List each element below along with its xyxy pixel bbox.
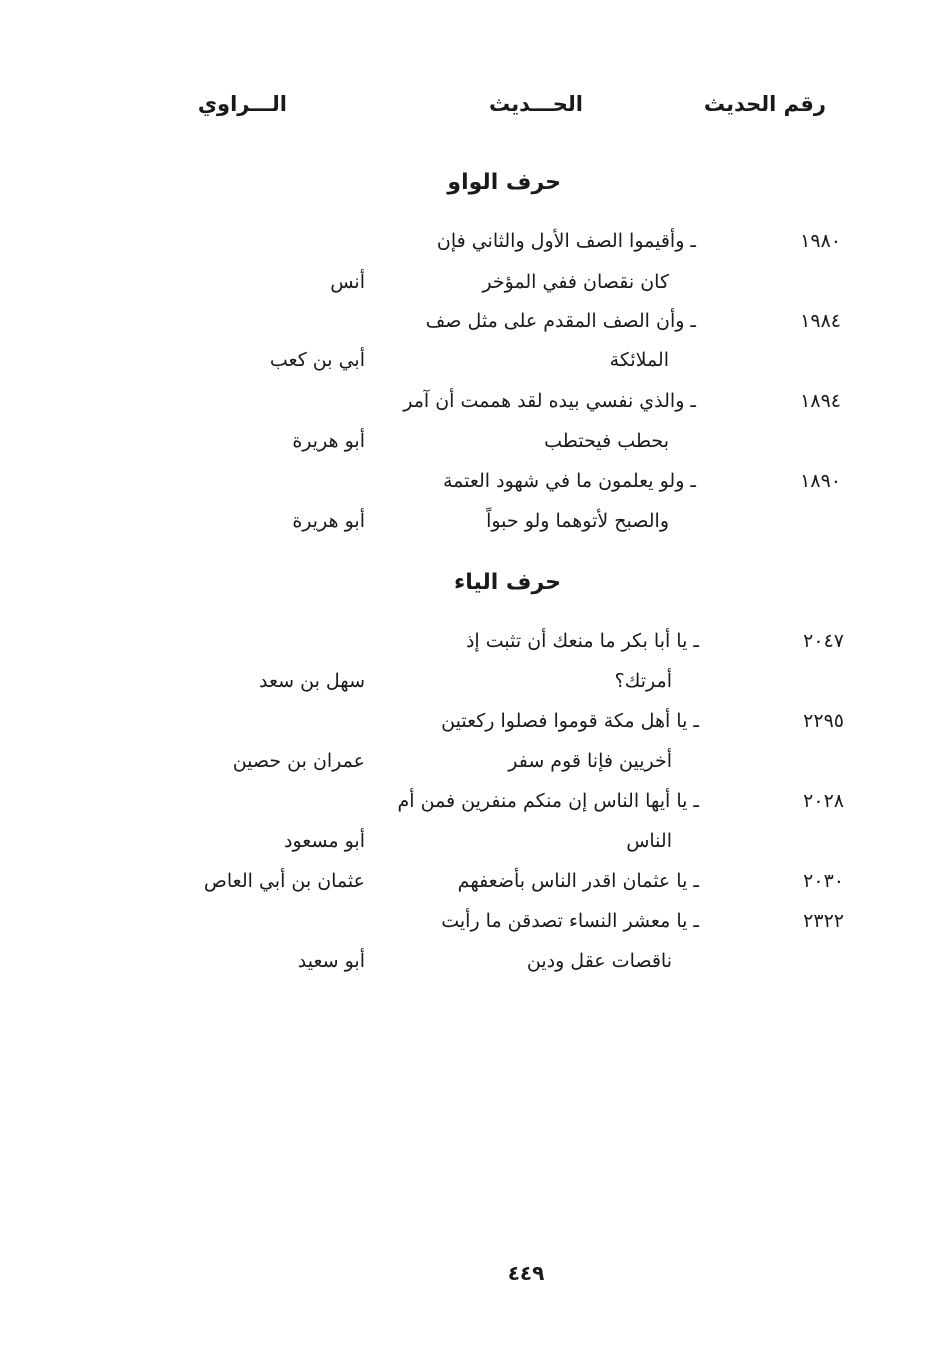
hadith-text-line1: ـ وأن الصف المقدم على مثل صف [425, 310, 696, 332]
hadith-text-line1: ـ يا أبا بكر ما منعك أن تثبت إذ [465, 630, 699, 652]
narrator: سهل بن سعد [259, 670, 365, 692]
hadith-number: ٢٠٢٨ [803, 790, 844, 812]
narrator: عثمان بن أبي العاص [203, 870, 365, 892]
hadith-text-line1: ـ وأقيموا الصف الأول والثاني فإن [436, 230, 696, 252]
narrator: أبو هريرة [292, 430, 365, 452]
hadith-text-line2: الناس [626, 830, 672, 852]
narrator: أبو سعيد [297, 950, 365, 972]
narrator: عمران بن حصين [232, 750, 365, 772]
hadith-text-line2: والصبح لأتوهما ولو حبواً [486, 510, 669, 532]
narrator: أنس [330, 271, 365, 293]
hadith-text-line2: ناقصات عقل ودين [526, 950, 672, 972]
narrator: أبو هريرة [292, 510, 365, 532]
column-header-hadith: الحـــديث [489, 92, 583, 116]
hadith-number: ٢٠٤٧ [803, 630, 844, 652]
hadith-number: ٢٢٩٥ [803, 710, 844, 732]
hadith-number: ١٨٩٤ [800, 390, 841, 412]
hadith-text-line2: كان نقصان ففي المؤخر [482, 271, 669, 293]
hadith-text-line1: ـ يا عثمان اقدر الناس بأضعفهم [457, 870, 699, 892]
hadith-text-line2: الملائكة [609, 349, 669, 371]
narrator: أبي بن كعب [269, 349, 365, 371]
hadith-text-line1: ـ والذي نفسي بيده لقد هممت أن آمر [403, 390, 696, 412]
hadith-text-line1: ـ يا أيها الناس إن منكم منفرين فمن أم [397, 790, 699, 812]
hadith-text-line1: ـ يا أهل مكة قوموا فصلوا ركعتين [441, 710, 699, 732]
column-header-narrator: الـــراوي [197, 92, 287, 116]
hadith-number: ١٩٨٠ [800, 230, 841, 252]
hadith-text-line2: بحطب فيحتطب [544, 430, 669, 452]
column-header-number: رقم الحديث [703, 92, 826, 116]
hadith-text-line1: ـ يا معشر النساء تصدقن ما رأيت [441, 910, 699, 932]
narrator: أبو مسعود [284, 830, 365, 852]
section-title-waw: حرف الواو [447, 170, 561, 195]
hadith-text-line1: ـ ولو يعلمون ما في شهود العتمة [442, 470, 696, 492]
hadith-number: ١٩٨٤ [800, 310, 841, 332]
hadith-text-line2: أخريين فإنا قوم سفر [508, 750, 672, 772]
hadith-number: ٢٠٣٠ [803, 870, 844, 892]
page-number: ٤٤٩ [507, 1261, 545, 1285]
hadith-text-line2: أمرتك؟ [614, 670, 672, 692]
hadith-number: ١٨٩٠ [800, 470, 841, 492]
section-title-ya: حرف الياء [453, 570, 561, 595]
hadith-number: ٢٣٢٢ [803, 910, 844, 932]
